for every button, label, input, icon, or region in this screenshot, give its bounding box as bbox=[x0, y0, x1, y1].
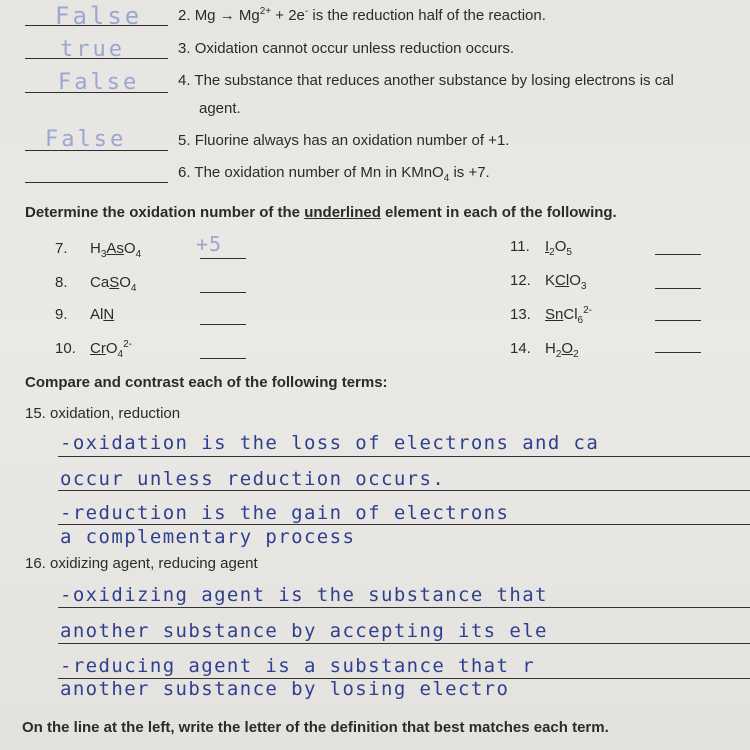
answer-line[interactable] bbox=[655, 352, 701, 353]
question-text: 6. The oxidation number of Mn in KMnO$_4$ is +7. bbox=[178, 164, 490, 184]
section-heading-oxidation: Determine the oxidation number of the underlined element in each of the following. bbox=[25, 204, 617, 221]
formula: CrO$_4^{2-}$ bbox=[90, 339, 132, 360]
handwritten-answer: -reducing agent is a substance that r bbox=[60, 655, 536, 677]
handwritten-answer: -oxidizing agent is the substance that bbox=[60, 584, 548, 606]
handwritten-answer: False bbox=[58, 70, 140, 95]
essay-line bbox=[58, 643, 750, 644]
handwritten-answer: a complementary process bbox=[60, 526, 356, 548]
question-text: 3. Oxidation cannot occur unless reduction occurs. bbox=[178, 40, 515, 57]
question-number: 14. bbox=[510, 340, 531, 357]
question-number: 12. bbox=[510, 272, 531, 289]
answer-line[interactable] bbox=[655, 320, 701, 321]
formula: $I_2O_5$ bbox=[545, 238, 572, 258]
instruction-definitions: On the line at the left, write the letter of the definition that best matches each term. bbox=[22, 719, 609, 736]
handwritten-answer: False bbox=[55, 2, 143, 30]
question-16-label: 16. oxidizing agent, reducing agent bbox=[25, 555, 258, 572]
formula: $H_2O_2$ bbox=[545, 340, 579, 360]
handwritten-answer: occur unless reduction occurs. bbox=[60, 468, 446, 490]
handwritten-answer: -oxidation is the loss of electrons and ca bbox=[60, 432, 600, 454]
question-number: 7. bbox=[55, 240, 68, 257]
essay-line bbox=[58, 490, 750, 491]
formula: SnCl$_6^{2-}$ bbox=[545, 305, 592, 326]
essay-line bbox=[58, 607, 750, 608]
handwritten-answer: +5 bbox=[196, 232, 223, 256]
question-number: 11. bbox=[510, 238, 530, 255]
question-number: 9. bbox=[55, 306, 68, 323]
question-number: 8. bbox=[55, 274, 68, 291]
question-text-continued: agent. bbox=[199, 100, 241, 117]
essay-line bbox=[58, 524, 750, 525]
handwritten-answer: another substance by accepting its ele bbox=[60, 620, 548, 642]
handwritten-answer: False bbox=[45, 127, 127, 152]
handwritten-answer: true bbox=[60, 37, 125, 62]
answer-line[interactable] bbox=[200, 324, 246, 325]
formula: KClO$_3$ bbox=[545, 272, 587, 292]
question-text: 2. $Mg \to Mg^{2+} + 2e^-$ is the reduction half of the reaction. bbox=[178, 6, 546, 24]
handwritten-answer: -reduction is the gain of electrons bbox=[60, 502, 510, 524]
answer-line[interactable] bbox=[655, 288, 701, 289]
answer-line[interactable] bbox=[200, 358, 246, 359]
answer-line[interactable] bbox=[25, 182, 168, 183]
question-15-label: 15. oxidation, reduction bbox=[25, 405, 181, 422]
question-text: 5. Fluorine always has an oxidation number of +1. bbox=[178, 132, 510, 149]
question-text: 4. The substance that reduces another substance by losing electrons is cal bbox=[178, 72, 674, 89]
section-heading-compare: Compare and contrast each of the following terms: bbox=[25, 374, 388, 391]
answer-line[interactable] bbox=[200, 258, 246, 259]
handwritten-answer: another substance by losing electro bbox=[60, 678, 510, 700]
question-number: 13. bbox=[510, 306, 531, 323]
formula: $H_3AsO_4$ bbox=[90, 240, 142, 260]
essay-line bbox=[58, 456, 750, 457]
answer-line[interactable] bbox=[200, 292, 246, 293]
answer-line[interactable] bbox=[655, 254, 701, 255]
question-number: 10. bbox=[55, 340, 76, 357]
formula: AlN bbox=[90, 306, 115, 323]
formula: CaSO$_4$ bbox=[90, 274, 137, 294]
